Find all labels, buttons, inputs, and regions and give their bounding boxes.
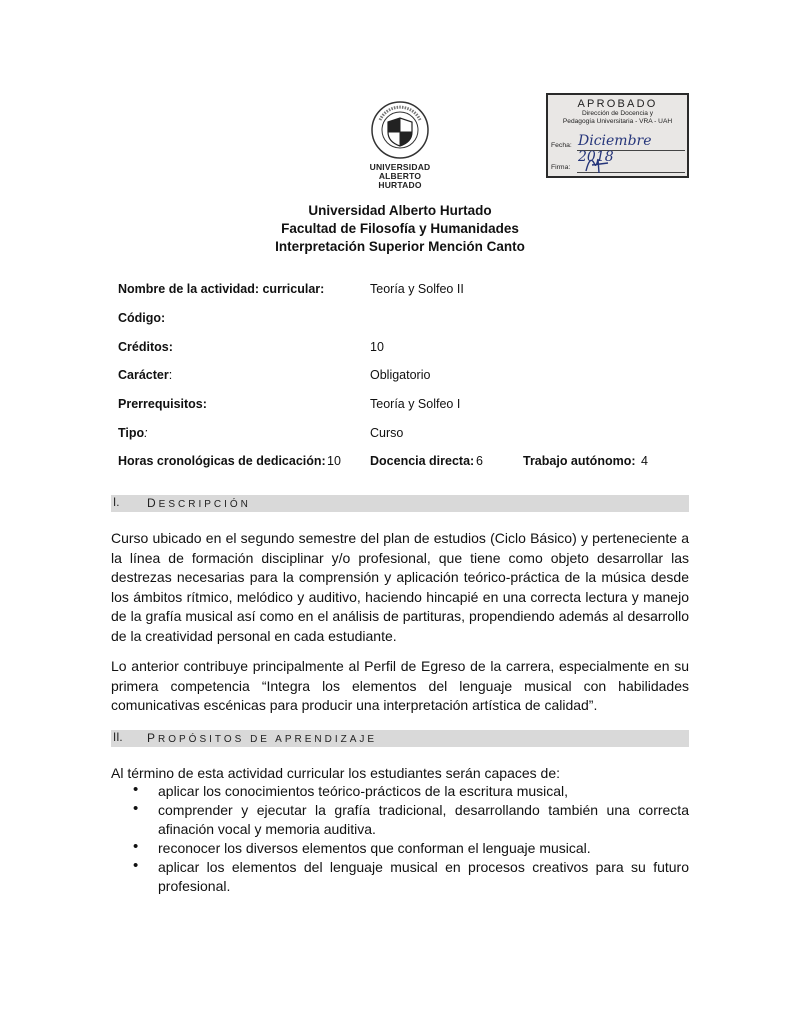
section-descripcion-header <box>111 495 689 512</box>
autonomo-label: Trabajo autónomo: <box>523 454 636 468</box>
info-row-caracter <box>118 368 718 388</box>
section-2-title: PROPÓSITOS DE APRENDIZAJE <box>147 731 378 745</box>
stamp-firma-row <box>551 164 570 171</box>
logo-line-1: UNIVERSIDAD <box>369 162 431 172</box>
header-program: Interpretación Superior Mención Canto <box>275 239 525 254</box>
section-1-number: I. <box>113 497 120 509</box>
header-faculty: Facultad de Filosofía y Humanidades <box>281 221 519 236</box>
stamp-fecha-label: Fecha: <box>551 142 572 149</box>
list-item: • comprender y ejecutar la grafía tradicional, desarrollando también una correcta afinación vocal y memoria auditiva. <box>133 800 689 837</box>
university-logo <box>357 100 443 190</box>
prerrequisitos-value: Teoría y Solfeo I <box>370 397 461 411</box>
nombre-label: Nombre de la actividad: curricular: <box>118 282 325 296</box>
bullet-icon: • <box>133 800 139 817</box>
university-seal-icon <box>370 100 430 160</box>
document-header <box>0 202 800 256</box>
bullet-icon: • <box>133 838 139 855</box>
list-item: • aplicar los elementos del lenguaje musical en procesos creativos para su futuro profesional. <box>133 857 689 894</box>
list-item: • aplicar los conocimientos teórico-prácticos de la escritura musical, <box>133 781 569 799</box>
tipo-value: Curso <box>370 426 404 440</box>
section-propositos-header <box>111 730 689 747</box>
docencia-label: Docencia directa: <box>370 454 475 468</box>
codigo-label: Código: <box>118 311 166 325</box>
info-row-nombre <box>118 282 718 302</box>
tipo-label: Tipo: <box>118 426 148 440</box>
propositos-list <box>111 782 689 896</box>
caracter-label: Carácter: <box>118 368 173 382</box>
bullet-icon: • <box>133 857 139 874</box>
section-1-title: DESCRIPCIÓN <box>147 496 251 510</box>
creditos-label: Créditos: <box>118 340 173 354</box>
stamp-line-1: Dirección de Docencia y <box>581 110 654 117</box>
autonomo-value: 4 <box>641 454 648 468</box>
bullet-icon: • <box>133 781 139 798</box>
descripcion-paragraph-1: Curso ubicado en el segundo semestre del plan de estudios (Ciclo Básico) y perteneciente a la línea de formación disciplinar y/o profesional, que tiene como objeto desarrollar las destrezas necesarias para la comprensión y aplicación teórico-práctica de la música desde los ámbitos rítmico, melódico y auditivo, haciendo hincapié en una correcta lectura y manejo de la grafía musical así como en el análisis de partituras, propendiendo además al desarrollo de la creatividad personal en cada estudiante. <box>111 530 689 644</box>
header-university: Universidad Alberto Hurtado <box>308 203 492 218</box>
stamp-line-2: Pedagogía Universitaria - VRA - UAH <box>562 118 673 125</box>
info-row-creditos <box>118 340 718 360</box>
logo-line-2: ALBERTO HURTADO <box>378 171 422 190</box>
stamp-title: APROBADO <box>577 98 658 110</box>
info-row-codigo <box>118 311 718 331</box>
horas-label: Horas cronológicas de dedicación: <box>118 454 326 468</box>
section-2-number: II. <box>113 732 123 744</box>
info-row-prerrequisitos <box>118 397 718 417</box>
list-item: • reconocer los diversos elementos que conforman el lenguaje musical. <box>133 838 591 856</box>
approval-stamp <box>546 93 689 178</box>
stamp-fecha-row <box>551 142 572 149</box>
creditos-value: 10 <box>370 340 384 354</box>
horas-value: 10 <box>327 454 341 468</box>
stamp-fecha-handwritten: Diciembre 2018 <box>578 133 652 165</box>
caracter-value: Obligatorio <box>370 368 431 382</box>
prerrequisitos-label: Prerrequisitos: <box>118 397 207 411</box>
descripcion-paragraph-2: Lo anterior contribuye principalmente al Perfil de Egreso de la carrera, especialmente en su primera competencia “Integra los elementos del lenguaje musical con habilidades comunicativas escénicas para producir una interpretación artística de calidad”. <box>111 658 689 713</box>
propositos-intro: Al término de esta actividad curricular los estudiantes serán capaces de: <box>111 765 561 781</box>
info-row-horas <box>118 454 718 474</box>
docencia-value: 6 <box>476 454 483 468</box>
info-row-tipo <box>118 426 718 446</box>
stamp-firma-label: Firma: <box>551 164 571 171</box>
signature-icon <box>582 153 612 175</box>
nombre-value: Teoría y Solfeo II <box>370 282 464 296</box>
